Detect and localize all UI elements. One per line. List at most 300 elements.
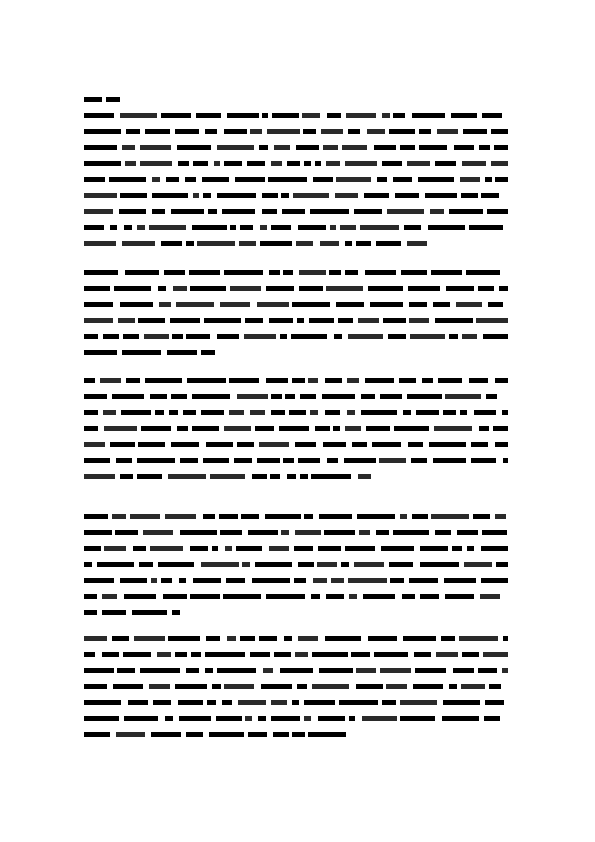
word-mark [503, 458, 508, 463]
word-mark [438, 378, 462, 383]
word-mark [271, 700, 287, 705]
word-mark [114, 286, 151, 291]
word-mark [102, 594, 117, 599]
word-mark [491, 161, 508, 166]
word-mark [262, 209, 277, 214]
word-mark [302, 113, 320, 118]
word-mark [171, 442, 199, 447]
word-mark [255, 426, 274, 431]
word-mark [84, 530, 112, 535]
word-mark [308, 732, 346, 737]
word-mark [327, 113, 341, 118]
word-mark [453, 668, 474, 673]
word-mark [404, 225, 421, 230]
word-mark [220, 530, 242, 535]
word-mark [419, 145, 447, 150]
word-mark [126, 378, 140, 383]
word-mark [298, 562, 314, 567]
word-mark [390, 578, 404, 583]
text-line [84, 546, 508, 552]
word-mark [151, 578, 157, 583]
word-mark [210, 474, 245, 479]
word-mark [486, 394, 497, 399]
word-mark [333, 426, 340, 431]
word-mark [161, 113, 191, 118]
word-mark [177, 426, 188, 431]
word-mark [84, 668, 114, 673]
word-mark [327, 458, 338, 463]
word-mark [437, 129, 458, 134]
word-mark [495, 177, 508, 182]
word-mark [311, 594, 320, 599]
text-line [84, 716, 508, 722]
word-mark [84, 145, 117, 150]
word-mark [480, 594, 500, 599]
word-mark [292, 302, 330, 307]
word-mark [205, 668, 213, 673]
word-mark [431, 270, 462, 275]
word-mark [122, 350, 161, 355]
word-mark [294, 578, 306, 583]
word-mark [267, 129, 300, 134]
word-mark [84, 378, 95, 383]
word-mark [274, 145, 290, 150]
word-mark [483, 334, 508, 339]
word-mark [84, 562, 92, 567]
word-mark [120, 474, 133, 479]
word-mark [239, 241, 256, 246]
word-mark [112, 394, 144, 399]
word-mark [295, 530, 321, 535]
word-mark [304, 161, 311, 166]
word-mark [304, 716, 311, 721]
word-mark [187, 378, 226, 383]
word-mark [283, 458, 294, 463]
word-mark [365, 270, 396, 275]
word-mark [185, 177, 196, 182]
word-mark [299, 270, 326, 275]
text-line [84, 652, 508, 658]
word-mark [124, 225, 132, 230]
word-mark [318, 546, 341, 551]
word-mark [478, 286, 494, 291]
word-mark [192, 394, 230, 399]
text-line [84, 225, 508, 231]
word-mark [271, 716, 300, 721]
word-mark [295, 652, 308, 657]
word-mark [349, 716, 355, 721]
word-mark [226, 578, 245, 583]
word-mark [386, 684, 407, 689]
word-mark [311, 474, 351, 479]
word-mark [274, 652, 291, 657]
word-mark [112, 514, 126, 519]
word-mark [495, 378, 508, 383]
word-mark [175, 684, 207, 689]
word-mark [345, 161, 377, 166]
word-mark [358, 318, 379, 323]
text-line [84, 514, 508, 520]
word-mark [444, 578, 476, 583]
word-mark [325, 636, 361, 641]
word-mark [84, 732, 110, 737]
word-mark [84, 610, 97, 615]
word-mark [285, 394, 295, 399]
word-mark [179, 578, 186, 583]
text-line [84, 610, 508, 616]
word-mark [212, 546, 218, 551]
word-mark [248, 732, 267, 737]
word-mark [237, 394, 268, 399]
word-mark [451, 113, 477, 118]
word-mark [137, 458, 175, 463]
word-mark [496, 562, 508, 567]
word-mark [197, 241, 235, 246]
word-mark [481, 578, 508, 583]
word-mark [446, 286, 474, 291]
text-line [84, 286, 508, 292]
word-mark [152, 209, 165, 214]
word-mark [271, 410, 285, 415]
word-mark [152, 193, 188, 198]
word-mark [325, 378, 342, 383]
word-mark [178, 700, 203, 705]
word-mark [205, 652, 245, 657]
word-mark [479, 145, 490, 150]
word-mark [143, 530, 173, 535]
word-mark [252, 578, 290, 583]
word-mark [320, 241, 339, 246]
word-mark [229, 378, 259, 383]
word-mark [266, 286, 294, 291]
word-mark [416, 410, 439, 415]
word-mark [323, 145, 338, 150]
word-mark [400, 145, 415, 150]
word-mark [84, 652, 95, 657]
word-mark [317, 562, 337, 567]
title-mark [84, 97, 102, 102]
word-mark [298, 636, 318, 641]
word-mark [304, 514, 313, 519]
word-mark [299, 286, 323, 291]
word-mark [122, 145, 135, 150]
word-mark [482, 530, 507, 535]
word-mark [361, 410, 397, 415]
word-mark [297, 318, 304, 323]
word-mark [461, 193, 478, 198]
word-mark [202, 177, 229, 182]
word-mark [212, 684, 221, 689]
word-mark [356, 684, 383, 689]
word-mark [121, 410, 151, 415]
word-mark [445, 394, 481, 399]
word-mark [380, 394, 402, 399]
word-mark [133, 546, 146, 551]
word-mark [430, 209, 444, 214]
word-mark [219, 514, 238, 519]
text-line [84, 668, 508, 674]
word-mark [224, 129, 247, 134]
word-mark [151, 732, 181, 737]
word-mark [84, 636, 107, 641]
word-mark [84, 177, 105, 182]
word-mark [161, 578, 172, 583]
word-mark [119, 209, 146, 214]
word-mark [271, 161, 282, 166]
word-mark [103, 410, 116, 415]
word-mark [203, 514, 215, 519]
word-mark [481, 546, 508, 551]
word-mark [300, 394, 316, 399]
word-mark [377, 177, 387, 182]
word-mark [382, 700, 396, 705]
word-mark [481, 193, 499, 198]
word-mark [387, 209, 424, 214]
word-mark [393, 177, 412, 182]
word-mark [245, 318, 263, 323]
word-mark [420, 594, 439, 599]
word-mark [161, 241, 182, 246]
word-mark [300, 474, 308, 479]
word-mark [372, 442, 401, 447]
word-mark [84, 350, 117, 355]
word-mark [271, 225, 291, 230]
word-mark [262, 193, 278, 198]
word-mark [433, 302, 450, 307]
word-mark [351, 652, 370, 657]
word-mark [201, 410, 224, 415]
text-line [84, 394, 508, 400]
word-mark [171, 394, 187, 399]
word-mark [120, 193, 147, 198]
word-mark [356, 668, 376, 673]
word-mark [144, 334, 169, 339]
word-mark [280, 334, 287, 339]
word-mark [229, 410, 244, 415]
word-mark [462, 652, 479, 657]
word-mark [84, 161, 121, 166]
text-line [84, 113, 508, 119]
word-mark [84, 270, 118, 275]
word-mark [485, 700, 504, 705]
word-mark [84, 546, 101, 551]
word-mark [322, 394, 355, 399]
word-mark [383, 318, 406, 323]
word-mark [382, 161, 402, 166]
word-mark [499, 286, 508, 291]
word-mark [138, 318, 165, 323]
word-mark [296, 145, 319, 150]
word-mark [269, 318, 293, 323]
text-line [84, 161, 508, 167]
word-mark [193, 193, 199, 198]
text-line [84, 209, 508, 215]
word-mark [84, 426, 98, 431]
word-mark [173, 286, 187, 291]
word-mark [381, 546, 414, 551]
word-mark [326, 161, 340, 166]
word-mark [128, 700, 148, 705]
word-mark [321, 129, 343, 134]
word-mark [230, 286, 261, 291]
word-mark [323, 442, 346, 447]
word-mark [400, 514, 407, 519]
word-mark [368, 636, 397, 641]
word-mark [435, 318, 473, 323]
word-mark [224, 270, 263, 275]
word-mark [237, 442, 254, 447]
word-mark [341, 562, 349, 567]
word-mark [401, 270, 427, 275]
word-mark [217, 145, 254, 150]
word-mark [84, 684, 107, 689]
word-mark [376, 241, 401, 246]
word-mark [361, 394, 375, 399]
word-mark [178, 161, 189, 166]
word-mark [331, 578, 344, 583]
word-mark [240, 225, 253, 230]
word-mark [368, 286, 403, 291]
word-mark [180, 458, 198, 463]
word-mark [123, 334, 139, 339]
word-mark [281, 193, 289, 198]
word-mark [163, 594, 187, 599]
word-mark [340, 225, 356, 230]
word-mark [84, 474, 115, 479]
word-mark [120, 578, 147, 583]
word-mark [84, 129, 121, 134]
word-mark [172, 610, 180, 615]
word-mark [441, 636, 455, 641]
word-mark [326, 286, 363, 291]
word-mark [342, 145, 367, 150]
word-mark [155, 410, 164, 415]
word-mark [260, 225, 267, 230]
word-mark [172, 334, 183, 339]
word-mark [140, 668, 180, 673]
word-mark [149, 225, 186, 230]
word-mark [84, 286, 110, 291]
word-mark [258, 716, 266, 721]
word-mark [395, 193, 419, 198]
text-line [84, 474, 508, 480]
word-mark [345, 241, 352, 246]
text-line [84, 270, 508, 276]
word-mark [365, 378, 394, 383]
word-mark [336, 177, 371, 182]
word-mark [374, 652, 408, 657]
word-mark [364, 193, 389, 198]
word-mark [352, 442, 367, 447]
word-mark [100, 378, 121, 383]
word-mark [400, 716, 435, 721]
word-mark [171, 209, 204, 214]
word-mark [348, 334, 383, 339]
word-mark [347, 378, 359, 383]
word-mark [415, 668, 446, 673]
word-mark [330, 225, 336, 230]
word-mark [409, 302, 427, 307]
word-mark [304, 700, 335, 705]
word-mark [291, 334, 327, 339]
word-mark [354, 209, 382, 214]
word-mark [260, 241, 292, 246]
word-mark [189, 270, 220, 275]
text-line [84, 530, 508, 536]
word-mark [334, 334, 342, 339]
word-mark [478, 668, 497, 673]
word-mark [495, 442, 508, 447]
word-mark [165, 716, 173, 721]
word-mark [452, 546, 462, 551]
title-mark [106, 97, 120, 102]
word-mark [207, 700, 216, 705]
word-mark [345, 546, 375, 551]
word-mark [362, 716, 397, 721]
word-mark [84, 394, 107, 399]
word-mark [132, 610, 167, 615]
word-mark [349, 594, 357, 599]
word-mark [236, 546, 262, 551]
word-mark [429, 442, 466, 447]
word-mark [408, 442, 423, 447]
word-mark [124, 716, 158, 721]
word-mark [449, 209, 483, 214]
word-mark [124, 594, 156, 599]
word-mark [339, 700, 378, 705]
text-line [84, 700, 508, 706]
word-mark [84, 318, 113, 323]
word-mark [457, 530, 478, 535]
word-mark [419, 129, 431, 134]
word-mark [125, 161, 136, 166]
word-mark [257, 302, 289, 307]
text-line [84, 378, 508, 384]
word-mark [287, 474, 296, 479]
word-mark [268, 177, 307, 182]
word-mark [109, 177, 146, 182]
word-mark [488, 302, 503, 307]
word-mark [224, 426, 251, 431]
word-mark [201, 350, 215, 355]
word-mark [259, 145, 268, 150]
word-mark [319, 514, 352, 519]
word-mark [335, 193, 358, 198]
word-mark [469, 225, 503, 230]
word-mark [225, 546, 232, 551]
word-mark [297, 684, 307, 689]
word-mark [149, 684, 170, 689]
word-mark [292, 700, 299, 705]
word-mark [400, 700, 437, 705]
word-mark [257, 458, 280, 463]
word-mark [84, 302, 113, 307]
word-mark [412, 113, 445, 118]
word-mark [222, 700, 232, 705]
word-mark [140, 161, 172, 166]
word-mark [193, 578, 221, 583]
word-mark [360, 225, 399, 230]
word-mark [502, 668, 508, 673]
word-mark [443, 410, 456, 415]
word-mark [279, 426, 309, 431]
word-mark [103, 334, 119, 339]
word-mark [358, 474, 371, 479]
word-mark [235, 177, 265, 182]
word-mark [298, 225, 326, 230]
word-mark [402, 594, 415, 599]
text-line [84, 177, 508, 183]
